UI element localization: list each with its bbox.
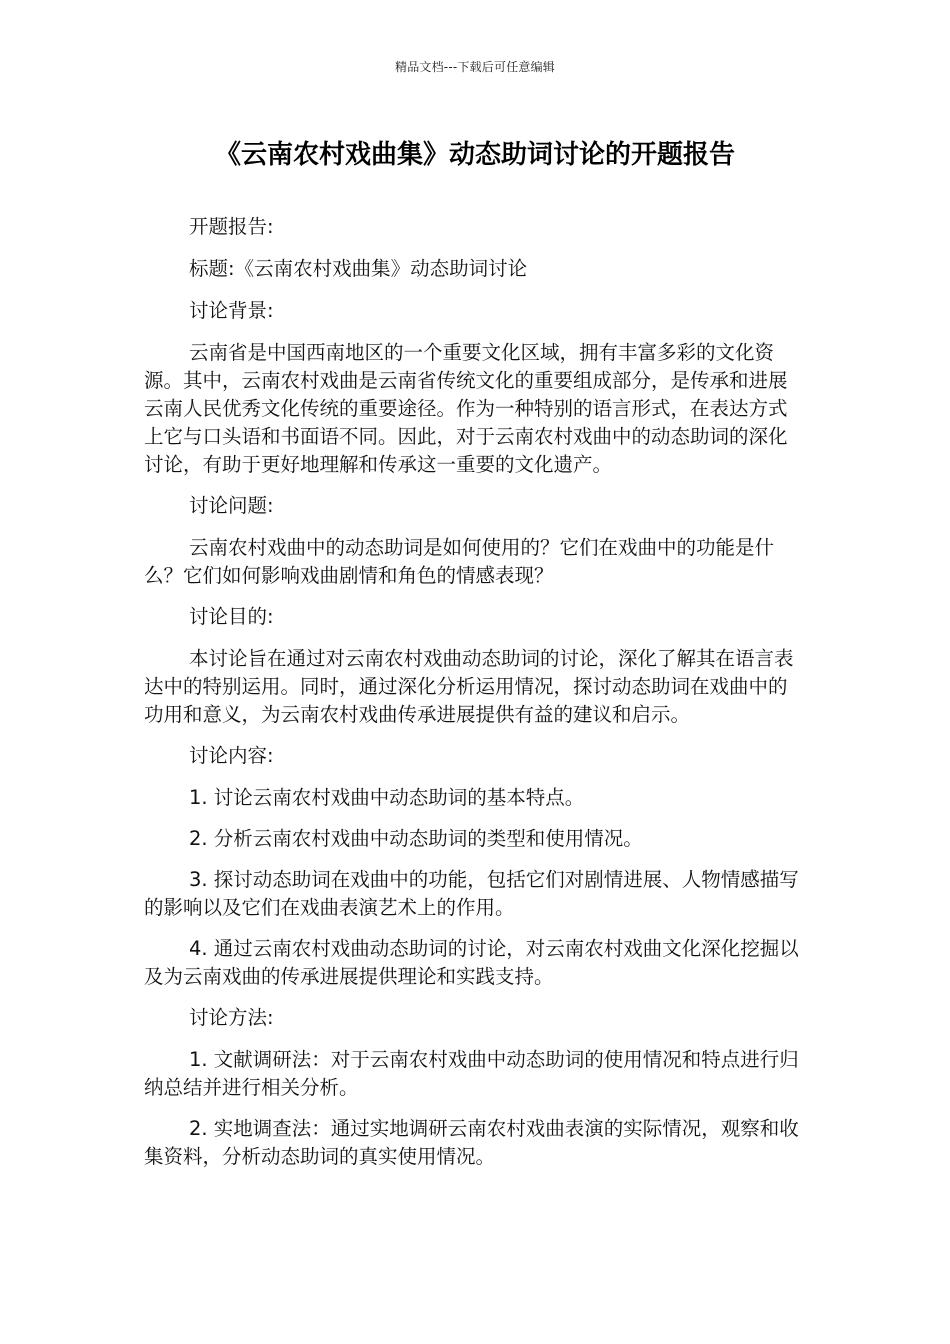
list-item: 2. 分析云南农村戏曲中动态助词的类型和使用情况。 (189, 827, 643, 850)
document-body (144, 213, 800, 1184)
paragraph-questions: 云南农村戏曲中的动态助词是如何使用的？它们在戏曲中的功能是什么？它们如何影响戏曲剧情和角色的情感表现？ (144, 536, 775, 587)
paragraph-purpose: 本讨论旨在通过对云南农村戏曲动态助词的讨论，深化了解其在语言表达中的特别运用。同时，通过深化分析运用情况，探讨动态助词在戏曲中的功用和意义，为云南农村戏曲传承进展提供有益的建议和启示。 (144, 647, 794, 726)
list-item: 2. 实地调查法：通过实地调研云南农村戏曲表演的实际情况，观察和收集资料，分析动态助词的真实使用情况。 (144, 1117, 799, 1168)
document-title: 《云南农村戏曲集》动态助词讨论的开题报告 (214, 140, 735, 170)
section-label-report: 开题报告: (189, 215, 274, 238)
section-heading-purpose: 讨论目的: (189, 605, 274, 628)
list-item: 4. 通过云南农村戏曲动态助词的讨论，对云南农村戏曲文化深化挖掘以及为云南戏曲的传承进展提供理论和实践支持。 (144, 937, 799, 988)
report-title-line: 标题:《云南农村戏曲集》动态助词讨论 (189, 257, 528, 280)
paragraph-background: 云南省是中国西南地区的一个重要文化区域，拥有丰富多彩的文化资源。其中，云南农村戏曲是云南省传统文化的重要组成部分，是传承和进展云南人民优秀文化传统的重要途径。作为一种特别的语言形式，在表达方式上它与口头语和书面语不同。因此，对于云南农村戏曲中的动态助词的深化讨论，有助于更好地理解和传承这一重要的文化遗产。 (144, 341, 788, 476)
header-note: 精品文档---下载后可任意编辑 (395, 60, 555, 74)
list-item: 3. 探讨动态助词在戏曲中的功能，包括它们对剧情进展、人物情感描写的影响以及它们在戏曲表演艺术上的作用。 (144, 868, 799, 919)
section-heading-background: 讨论背景: (189, 299, 274, 322)
list-item: 1. 文献调研法：对于云南农村戏曲中动态助词的使用情况和特点进行归纳总结并进行相关分析。 (144, 1048, 799, 1099)
section-heading-content: 讨论内容: (189, 744, 274, 767)
list-item: 1. 讨论云南农村戏曲中动态助词的基本特点。 (189, 786, 585, 809)
section-heading-methods: 讨论方法: (189, 1006, 274, 1029)
section-heading-questions: 讨论问题: (189, 494, 274, 517)
